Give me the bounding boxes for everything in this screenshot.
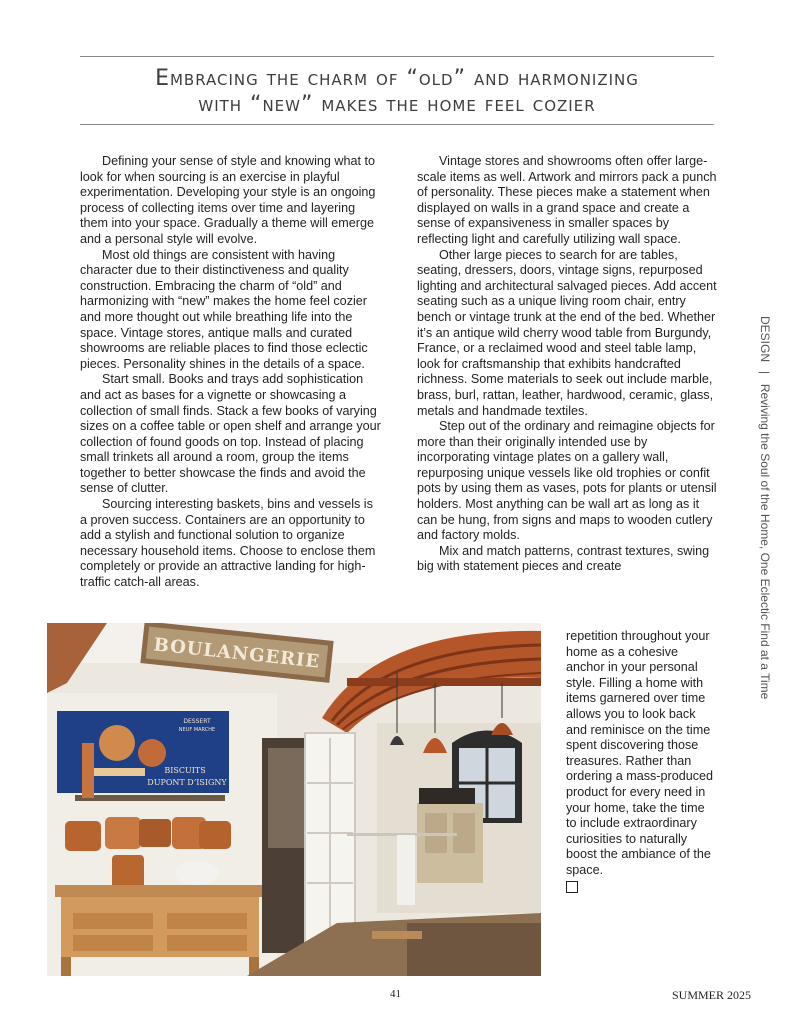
paragraph: Most old things are consistent with having character due to their distinctiveness and quality construction. Embracing the charm of “old” and harmonizing with “new” makes the home feel cozier and more thought out while breathing life into the space. Vintage stores, antique malls and curated showrooms are reliable places to find those eclectic pieces. Personality shines in the details of a space.	[80, 247, 368, 371]
paragraph: Start small. Books and trays add sophistication and act as bases for a vignette or showcasing a collection of small finds. Stack a few books of varying sizes on a coffee table or open shelf and arrange your collection of found goods on top. Instead of placing small trinkets all around a room, group the items together to better showcase the finds and avoid the sense of clutter.	[80, 372, 381, 496]
paragraph-continued: repetition throughout your home as a cohesive anchor in your personal style. Filling a home with items garnered over time allows you to look back and reminisce on the time spent discovering those treasures. Rather than ordering a mass-produced product for every need in your home, take the time to include extraordinary curiosities to naturally boost the ambiance of the space.	[566, 629, 714, 877]
top-rule	[80, 56, 714, 57]
paragraph: Step out of the ordinary and reimagine objects for more than their originally intended use by incorporating vintage plates on a gallery wall, repurposing unique vessels like old trophies or confit pots by using them as vases, pots for plants or utensil holders. Most anything can be wall art as long as it can be hung, from signs and maps to wooden cutlery and factory molds.	[417, 419, 717, 543]
bottom-rule	[80, 124, 714, 125]
issue-label: SUMMER 2025	[672, 988, 752, 1002]
paragraph: Sourcing interesting baskets, bins and vessels is a proven success. Containers are an opportunity to add a stylish and functional solution to organize necessary household items. Choose to enclose them completely or provide an attractive landing for high-traffic catch-all areas.	[80, 497, 376, 590]
paragraph: Mix and match patterns, contrast textures, swing big with statement pieces and create	[417, 543, 710, 574]
section-separator: |	[758, 371, 772, 375]
left-column	[80, 154, 382, 591]
poster-text: DUPONT D’ISIGNY	[147, 778, 227, 787]
pull-quote	[80, 66, 714, 118]
paragraph: Defining your sense of style and knowing what to look for when sourcing is an exercise in playful experimentation. Developing your style is an ongoing process of collecting items over time and layering them into your space. Gradually a theme will emerge and a personal style will evolve.	[80, 154, 376, 246]
paragraph: Other large pieces to search for are tables, seating, dressers, doors, vintage signs, repurposed lighting and architectural salvaged pieces. Add accent seating such as a unique living room chair, entry bench or vintage trunk at the end of the bed. Whether it’s an antique wild cherry wood table from Burgundy, France, or a reclaimed wood and steel table lamp, look for craftsmanship that exhibits handcrafted richness. Some materials to seek out include marble, brass, burl, rattan, leather, hardwood, ceramic, glass, metals and handmade textiles.	[417, 247, 717, 418]
poster-text: BISCUITS	[164, 766, 206, 775]
wrapped-text-column	[566, 629, 718, 897]
paragraph: Vintage stores and showrooms often offer large-scale items as well. Artwork and mirrors pack a punch of personality. These pieces make a statement when displayed on walls in a grand space and create a sense of expansiveness in smaller spaces by reflecting light and carefully utilizing wall space.	[417, 154, 717, 246]
pull-quote-line-1: Embracing the charm of “old” and harmonizing	[155, 66, 639, 91]
interior-photo	[47, 623, 541, 976]
page-number: 41	[390, 988, 401, 1000]
sign-lettering: BOULANGERIE	[152, 634, 322, 673]
french-door	[305, 733, 355, 948]
end-mark-icon	[566, 881, 578, 893]
poster-text: NEUF MARCHE	[178, 727, 216, 733]
pull-quote-line-2: with “new” makes the home feel cozier	[198, 92, 596, 117]
section-name: DESIGN	[758, 316, 772, 363]
section-running-head	[757, 316, 773, 708]
right-column	[417, 154, 717, 575]
article-title: Reviving the Soul of the Home, One Eclectic Find at a Time	[758, 383, 772, 700]
poster-text: DESSERT	[183, 718, 211, 725]
